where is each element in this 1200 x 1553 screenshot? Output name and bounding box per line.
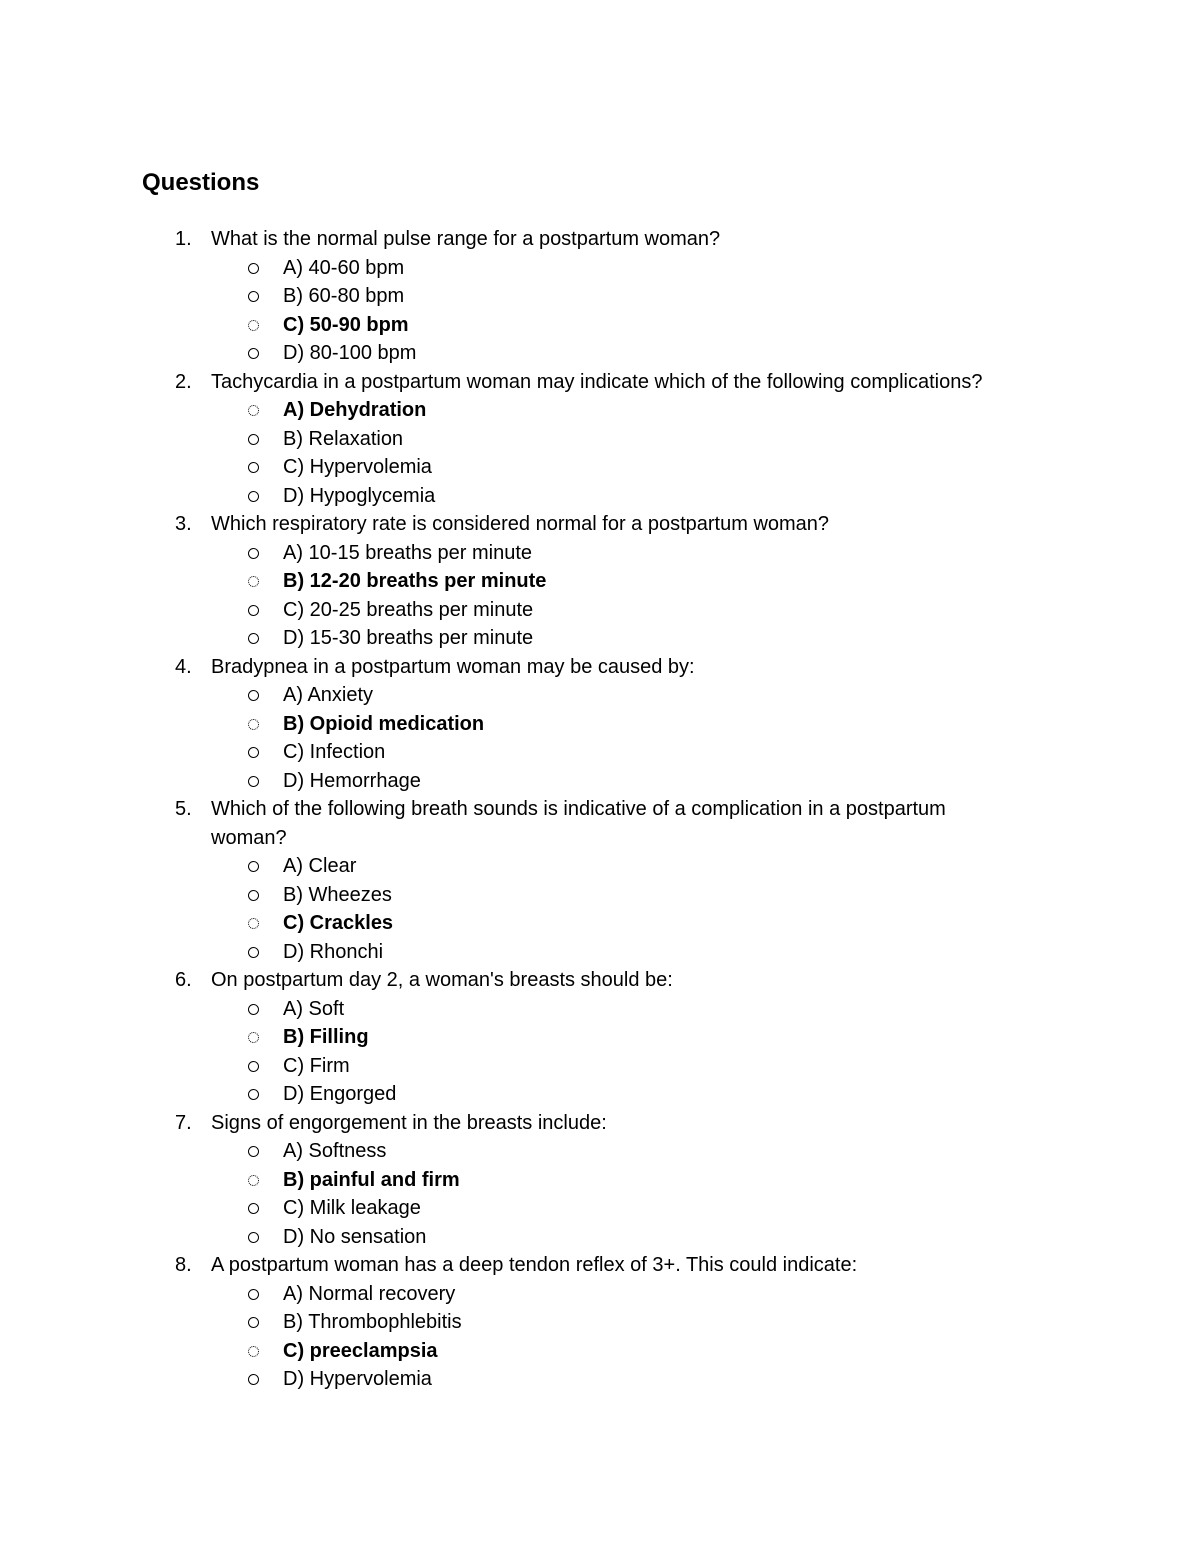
question-line xyxy=(0,1251,1200,1280)
question-item xyxy=(0,368,1200,511)
hollow-circle-bullet-icon xyxy=(248,690,259,701)
option-item-correct xyxy=(0,710,1200,739)
correct-answer-label: A) Dehydration xyxy=(283,399,427,421)
question-line xyxy=(0,368,1200,397)
hollow-circle-bullet-icon xyxy=(248,548,259,559)
question-line xyxy=(0,653,1200,682)
question-line xyxy=(0,225,1200,254)
option-item xyxy=(0,1308,1200,1337)
option-list xyxy=(0,539,1200,653)
hollow-circle-bullet-icon xyxy=(248,1374,259,1385)
option-item xyxy=(0,425,1200,454)
option-label: A) 10-15 breaths per minute xyxy=(283,541,533,564)
option-item-correct xyxy=(0,1337,1200,1366)
correct-answer-label: C) preeclampsia xyxy=(283,1339,438,1362)
question-number: 2. xyxy=(175,370,192,393)
question-text: A postpartum woman has a deep tendon reflex of 3+. This could indicate: xyxy=(211,1254,858,1276)
option-item xyxy=(0,596,1200,625)
option-item xyxy=(0,1280,1200,1309)
option-item xyxy=(0,681,1200,710)
correct-answer-label: B) painful and firm xyxy=(283,1168,460,1191)
option-label: C) Infection xyxy=(283,741,386,763)
hollow-circle-bullet-icon xyxy=(248,1061,259,1072)
option-item xyxy=(0,938,1200,967)
correct-answer-label: B) 12-20 breaths per minute xyxy=(283,570,547,592)
question-item xyxy=(0,225,1200,368)
hollow-circle-bullet-icon xyxy=(248,861,259,872)
hollow-circle-bullet-icon xyxy=(248,291,259,302)
option-list xyxy=(0,254,1200,368)
option-label: D) Engorged xyxy=(283,1083,397,1105)
question-line xyxy=(0,1109,1200,1138)
option-label: D) 80-100 bpm xyxy=(283,342,417,364)
option-list xyxy=(0,852,1200,966)
hollow-circle-bullet-icon xyxy=(248,491,259,502)
option-item-correct xyxy=(0,909,1200,938)
hollow-circle-bullet-icon xyxy=(248,348,259,359)
correct-answer-label: C) 50-90 bpm xyxy=(283,313,409,336)
hollow-circle-bullet-icon xyxy=(248,633,259,644)
dotted-circle-bullet-icon xyxy=(248,1032,259,1043)
hollow-circle-bullet-icon xyxy=(248,776,259,787)
hollow-circle-bullet-icon xyxy=(248,434,259,445)
option-label: C) Firm xyxy=(283,1054,350,1077)
question-item xyxy=(0,1109,1200,1252)
option-label: B) Relaxation xyxy=(283,427,404,450)
question-list xyxy=(0,225,1200,1394)
option-item xyxy=(0,738,1200,767)
option-label: B) 60-80 bpm xyxy=(283,285,405,307)
correct-answer-label: C) Crackles xyxy=(283,912,394,934)
option-label: D) 15-30 breaths per minute xyxy=(283,627,534,649)
question-item xyxy=(0,510,1200,653)
hollow-circle-bullet-icon xyxy=(248,1089,259,1100)
question-number: 5. xyxy=(175,798,192,820)
option-item xyxy=(0,624,1200,653)
question-number: 3. xyxy=(175,513,192,535)
hollow-circle-bullet-icon xyxy=(248,263,259,274)
option-label: B) Wheezes xyxy=(283,883,392,906)
option-item xyxy=(0,539,1200,568)
question-text: What is the normal pulse range for a postpartum woman? xyxy=(211,228,721,250)
option-item xyxy=(0,1194,1200,1223)
option-item xyxy=(0,767,1200,796)
option-item-correct xyxy=(0,396,1200,425)
hollow-circle-bullet-icon xyxy=(248,1317,259,1328)
hollow-circle-bullet-icon xyxy=(248,947,259,958)
hollow-circle-bullet-icon xyxy=(248,1203,259,1214)
option-label: A) Clear xyxy=(283,855,357,877)
option-item xyxy=(0,1052,1200,1081)
question-text: Tachycardia in a postpartum woman may indicate which of the following complications? xyxy=(211,370,983,393)
hollow-circle-bullet-icon xyxy=(248,1004,259,1015)
page-heading: Questions xyxy=(142,169,260,196)
option-item-correct xyxy=(0,311,1200,340)
question-text: Which of the following breath sounds is indicative of a complication in a postpartum woman? xyxy=(211,798,946,849)
option-list xyxy=(0,396,1200,510)
option-label: A) Normal recovery xyxy=(283,1282,456,1305)
option-label: D) No sensation xyxy=(283,1225,427,1248)
hollow-circle-bullet-icon xyxy=(248,462,259,473)
option-label: A) Soft xyxy=(283,997,345,1020)
question-text: Signs of engorgement in the breasts include: xyxy=(211,1111,607,1134)
option-item xyxy=(0,881,1200,910)
option-label: D) Hemorrhage xyxy=(283,769,421,792)
option-item xyxy=(0,852,1200,881)
option-label: C) 20-25 breaths per minute xyxy=(283,598,534,621)
option-item xyxy=(0,339,1200,368)
option-list xyxy=(0,995,1200,1109)
hollow-circle-bullet-icon xyxy=(248,747,259,758)
option-item xyxy=(0,995,1200,1024)
question-line xyxy=(0,510,1200,539)
correct-answer-label: B) Filling xyxy=(283,1026,369,1048)
question-number: 1. xyxy=(175,228,192,250)
dotted-circle-bullet-icon xyxy=(248,1175,259,1186)
option-item-correct xyxy=(0,1023,1200,1052)
dotted-circle-bullet-icon xyxy=(248,405,259,416)
question-line xyxy=(0,966,1200,995)
option-item xyxy=(0,482,1200,511)
question-item xyxy=(0,966,1200,1109)
dotted-circle-bullet-icon xyxy=(248,918,259,929)
option-item xyxy=(0,1223,1200,1252)
question-text: Bradypnea in a postpartum woman may be caused by: xyxy=(211,655,695,678)
option-label: C) Hypervolemia xyxy=(283,456,432,478)
question-text: On postpartum day 2, a woman's breasts should be: xyxy=(211,969,673,991)
question-number: 4. xyxy=(175,655,192,678)
question-number: 8. xyxy=(175,1254,192,1276)
option-label: D) Hypoglycemia xyxy=(283,484,436,507)
dotted-circle-bullet-icon xyxy=(248,1346,259,1357)
question-item xyxy=(0,795,1200,966)
dotted-circle-bullet-icon xyxy=(248,320,259,331)
option-item xyxy=(0,1365,1200,1394)
dotted-circle-bullet-icon xyxy=(248,576,259,587)
question-number: 6. xyxy=(175,969,192,991)
option-item-correct xyxy=(0,1166,1200,1195)
correct-answer-label: B) Opioid medication xyxy=(283,712,485,735)
option-item xyxy=(0,254,1200,283)
option-list xyxy=(0,1137,1200,1251)
option-label: A) Anxiety xyxy=(283,684,374,706)
option-item xyxy=(0,453,1200,482)
option-label: C) Milk leakage xyxy=(283,1197,421,1219)
option-item xyxy=(0,1137,1200,1166)
hollow-circle-bullet-icon xyxy=(248,1232,259,1243)
hollow-circle-bullet-icon xyxy=(248,605,259,616)
question-text: Which respiratory rate is considered normal for a postpartum woman? xyxy=(211,513,830,535)
hollow-circle-bullet-icon xyxy=(248,1289,259,1300)
option-label: D) Rhonchi xyxy=(283,940,384,963)
option-item xyxy=(0,282,1200,311)
hollow-circle-bullet-icon xyxy=(248,1146,259,1157)
option-item-correct xyxy=(0,567,1200,596)
option-label: D) Hypervolemia xyxy=(283,1368,432,1390)
option-label: B) Thrombophlebitis xyxy=(283,1311,462,1333)
hollow-circle-bullet-icon xyxy=(248,890,259,901)
dotted-circle-bullet-icon xyxy=(248,719,259,730)
option-label: A) 40-60 bpm xyxy=(283,256,405,279)
option-list xyxy=(0,1280,1200,1394)
question-item xyxy=(0,653,1200,796)
option-item xyxy=(0,1080,1200,1109)
question-number: 7. xyxy=(175,1111,192,1134)
option-list xyxy=(0,681,1200,795)
question-item xyxy=(0,1251,1200,1394)
question-line xyxy=(0,795,1200,852)
option-label: A) Softness xyxy=(283,1140,387,1162)
